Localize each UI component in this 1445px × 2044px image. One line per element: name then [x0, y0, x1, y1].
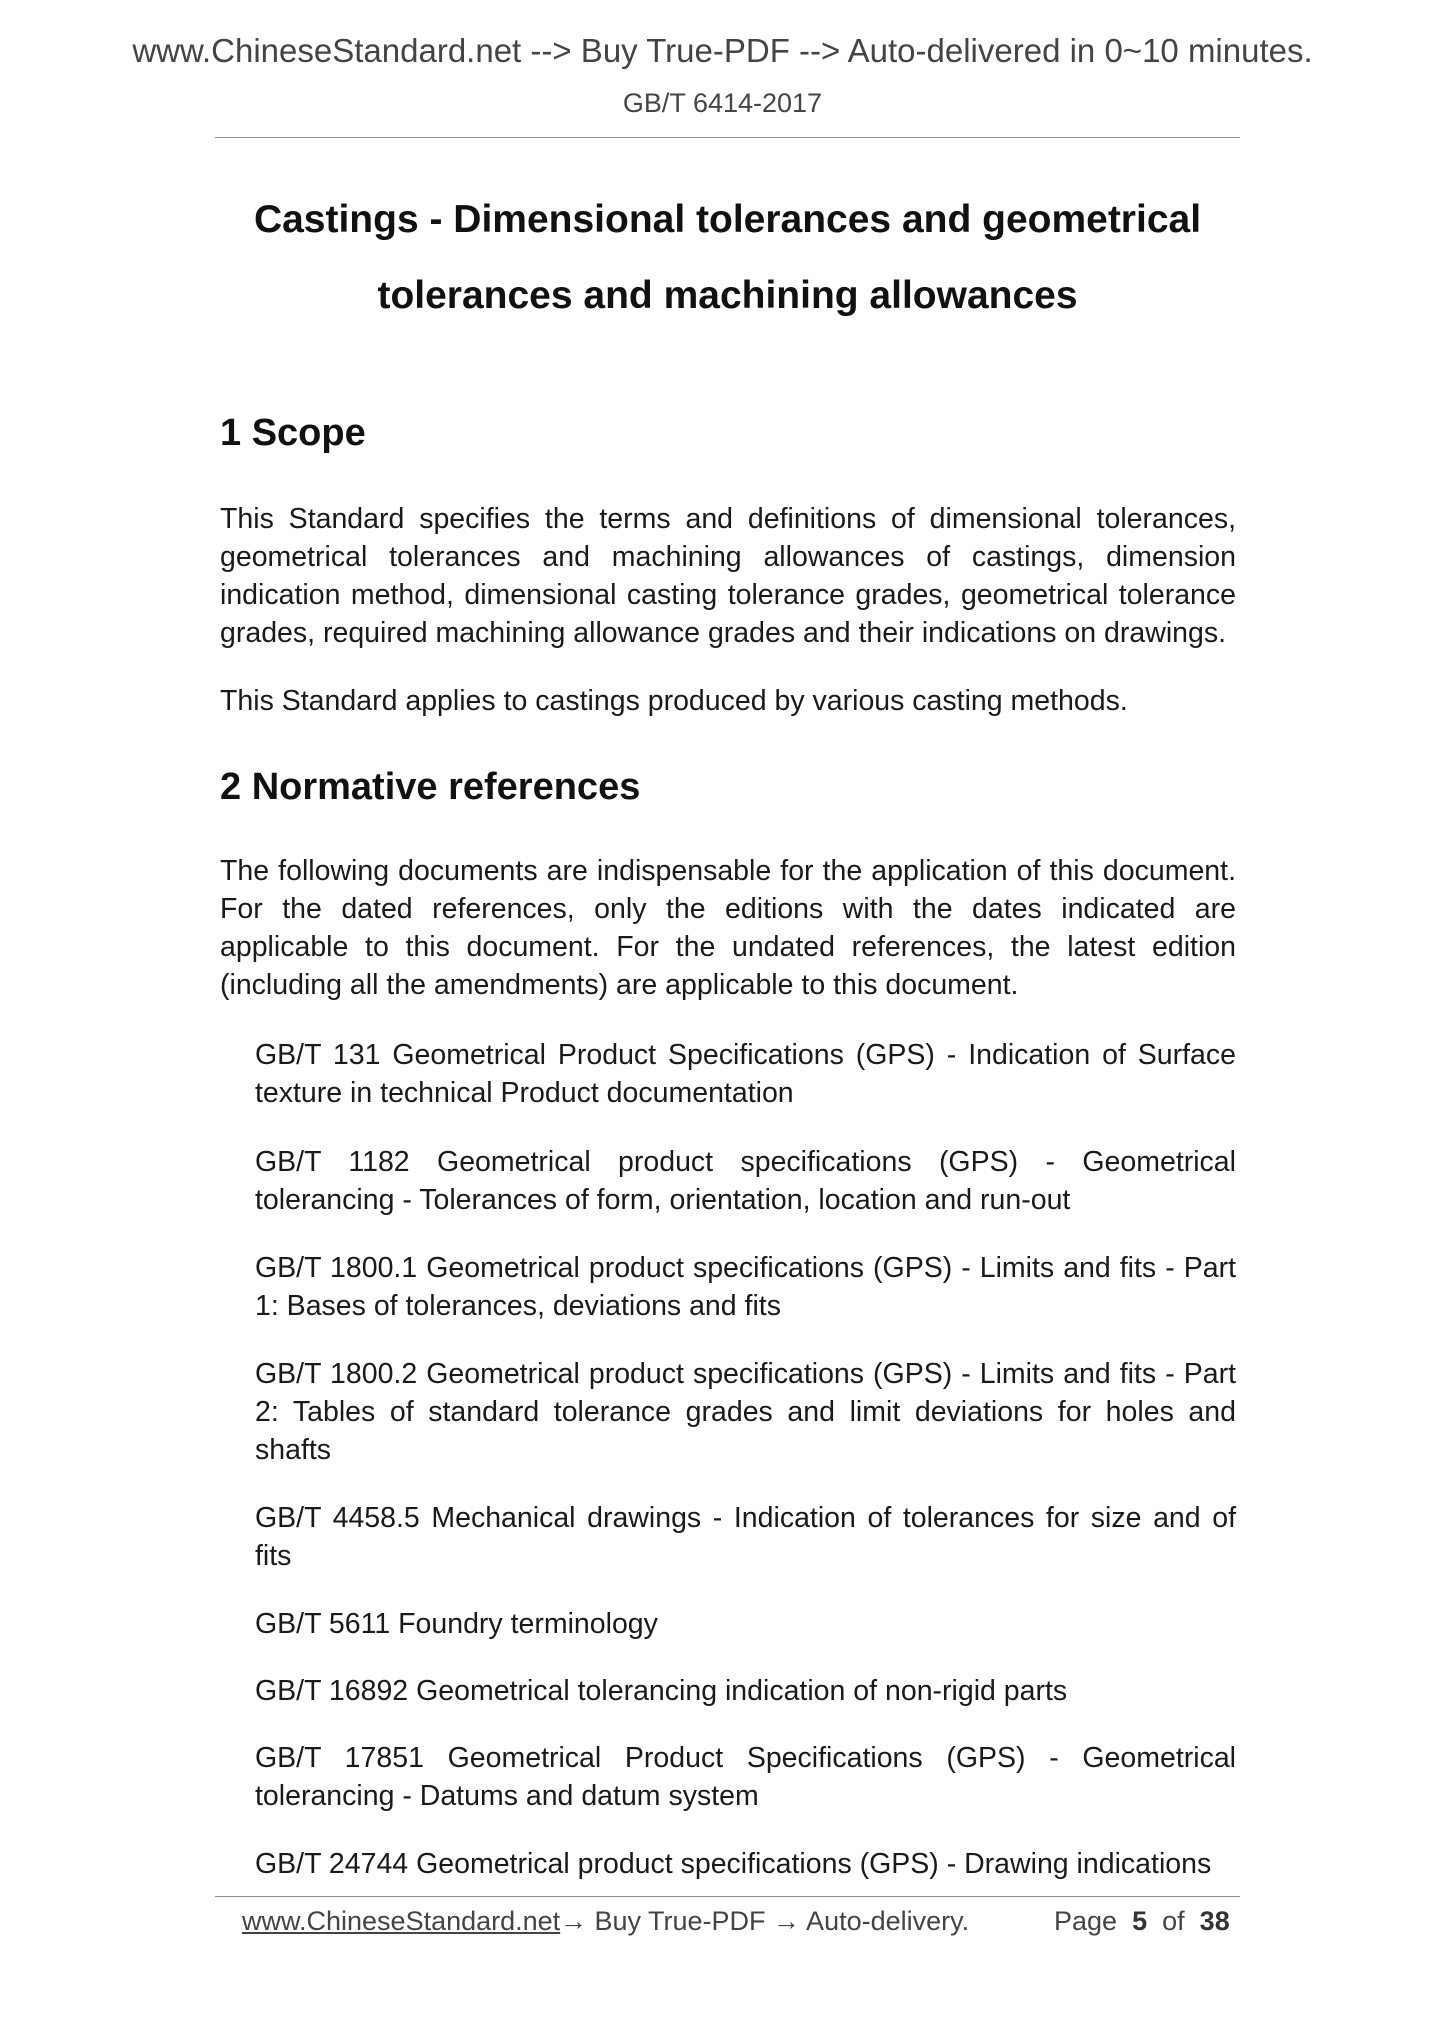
page-indicator	[1054, 1906, 1230, 1937]
reference-item: GB/T 4458.5 Mechanical drawings - Indication of tolerances for size and of fits	[255, 1502, 1236, 1572]
footer-website-link[interactable]: www.ChineseStandard.net	[242, 1906, 561, 1936]
reference-item: GB/T 1800.2 Geometrical product specifications (GPS) - Limits and fits - Part 2: Tables of standard tolerance grades and limit deviations for holes and shafts	[255, 1358, 1236, 1466]
reference-item: GB/T 5611 Foundry terminology	[255, 1608, 658, 1640]
header-banner: www.ChineseStandard.net --> Buy True-PDF --> Auto-delivered in 0~10 minutes.	[132, 32, 1313, 69]
header-divider	[215, 137, 1240, 138]
footer-purchase-text: → Buy True-PDF → Auto-delivery.	[560, 1906, 970, 1936]
total-pages: 38	[1199, 1906, 1230, 1936]
reference-item: GB/T 17851 Geometrical Product Specifications (GPS) - Geometrical tolerancing - Datums and datum system	[255, 1742, 1236, 1812]
scope-paragraph-1: This Standard specifies the terms and definitions of dimensional tolerances, geometrical tolerances and machining allowances of castings, dimension indication method, dimensional casting tolerance grades, geometrical tolerance grades, required machining allowance grades and their indications on drawings.	[220, 503, 1236, 649]
scope-paragraph-2: This Standard applies to castings produced by various casting methods.	[220, 685, 1128, 717]
footer-divider	[215, 1896, 1240, 1897]
of-label: of	[1162, 1906, 1185, 1936]
document-title-line-2: tolerances and machining allowances	[377, 274, 1078, 317]
normative-intro-paragraph: The following documents are indispensable for the application of this document. For the dated references, only the editions with the dates indicated are applicable to this document. For the undated references, the latest edition (including all the amendments) are applicable to this document.	[220, 855, 1236, 1001]
reference-item: GB/T 131 Geometrical Product Specifications (GPS) - Indication of Surface texture in technical Product documentation	[255, 1039, 1236, 1109]
section-1-heading: 1 Scope	[220, 412, 366, 454]
page-label: Page	[1054, 1906, 1118, 1936]
reference-item: GB/T 16892 Geometrical tolerancing indication of non-rigid parts	[255, 1675, 1068, 1707]
document-title-line-1: Castings - Dimensional tolerances and geometrical	[253, 198, 1202, 241]
document-code: GB/T 6414-2017	[622, 88, 823, 118]
reference-item: GB/T 24744 Geometrical product specifications (GPS) - Drawing indications	[255, 1848, 1212, 1880]
reference-item: GB/T 1182 Geometrical product specifications (GPS) - Geometrical tolerancing - Tolerances of form, orientation, location and run-out	[255, 1146, 1236, 1216]
section-2-heading: 2 Normative references	[220, 766, 641, 808]
reference-item: GB/T 1800.1 Geometrical product specifications (GPS) - Limits and fits - Part 1: Bases of tolerances, deviations and fits	[255, 1252, 1236, 1322]
page-number: 5	[1132, 1906, 1148, 1936]
